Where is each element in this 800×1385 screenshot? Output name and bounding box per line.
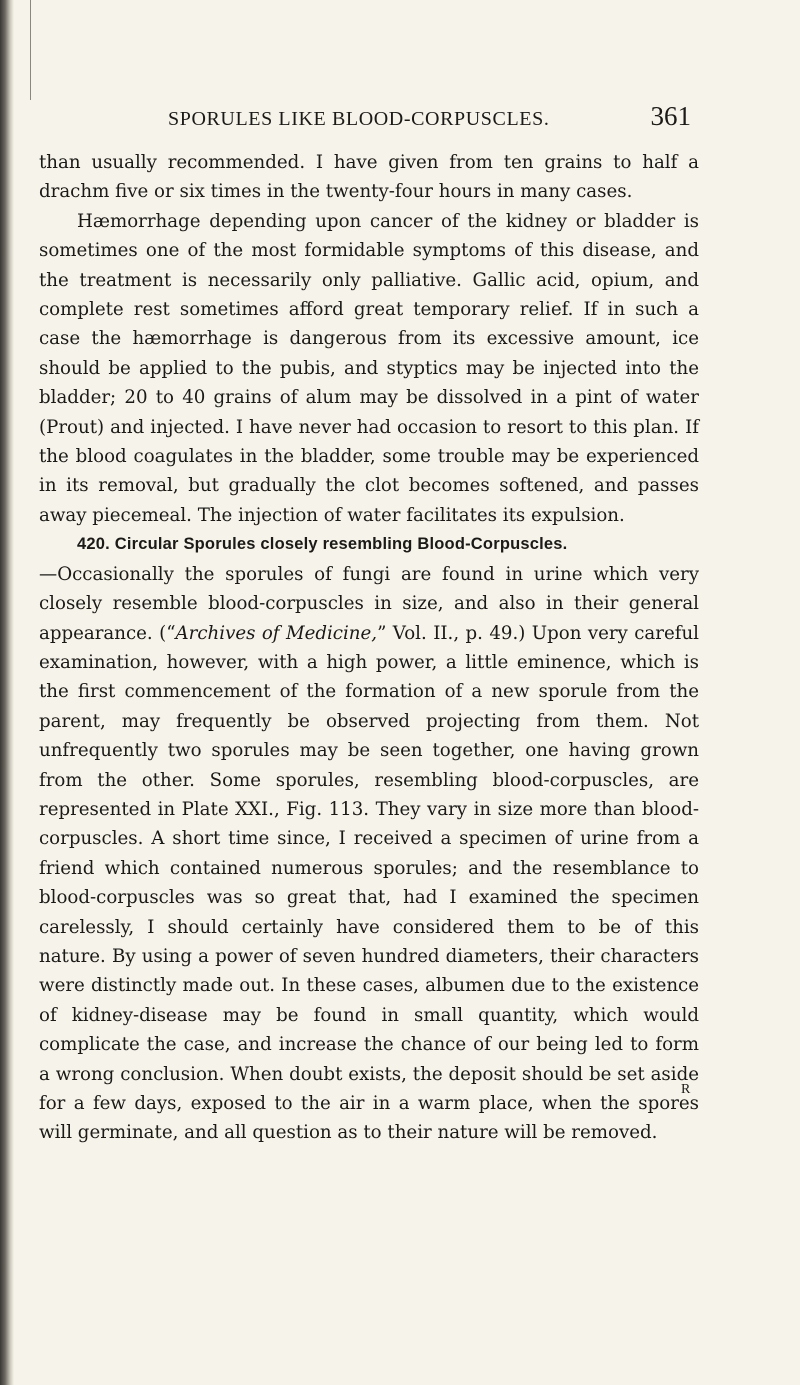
section-paragraph: [39, 560, 699, 1148]
running-head: [168, 101, 691, 132]
section-text-before-citation: —Occasionally the sporules of fungi are found in urine which very closely resemble blood-corpuscles in size, and also in their general appearance. (“: [39, 563, 699, 644]
paragraph-haemorrhage: Hæmorrhage depending upon cancer of the kidney or bladder is sometimes one of the most formidable symptoms of this disease, and the treatment is necessarily only palliative. Gallic acid, opium, and complete rest sometimes afford great temporary relief. If in such a case the hæmorrhage is dangerous from its excessive amount, ice should be applied to the pubis, and styptics may be injected into the bladder; 20 to 40 grains of alum may be dissolved in a pint of water (Prout) and injected. I have never had occasion to resort to this plan. If the blood coagulates in the bladder, some trouble may be experienced in its removal, but gradually the clot becomes softened, and passes away piecemeal. The injection of water facilitates its expulsion.: [39, 210, 699, 526]
running-title: SPORULES LIKE BLOOD-CORPUSCLES.: [168, 108, 550, 130]
page-binding-edge: [0, 0, 14, 1385]
citation-title: Archives of Medicine,: [175, 622, 378, 644]
page-number: 361: [650, 101, 691, 131]
section-heading: 420. Circular Sporules closely resembling Blood-Corpuscles.: [77, 535, 568, 554]
body-text: [39, 148, 699, 1148]
signature-mark: R: [681, 1082, 691, 1097]
page-binding-line: [30, 0, 31, 100]
section-text-after-citation: ” Vol. II., p. 49.) Upon very careful examination, however, with a high power, a little eminence, which is the first commencement of the formation of a new sporule from the parent, may frequently be observed projecting from them. Not unfrequently two sporules may be seen together, one having grown from the other. Some sporules, resembling blood-corpuscles, are represented in Plate XXI., Fig. 113. They vary in size more than blood-corpuscles. A short time since, I received a specimen of urine from a friend which contained numerous sporules; and the resemblance to blood-corpuscles was so great that, had I examined the specimen carelessly, I should certainly have considered them to be of this nature. By using a power of seven hundred diameters, their characters were distinctly made out. In these cases, albumen due to the existence of kidney-disease may be found in small quantity, which would complicate the case, and increase the chance of our being led to form a wrong conclusion. When doubt exists, the deposit should be set aside for a few days, exposed to the air in a warm place, when the spores will germinate, and all question as to their nature will be removed.: [39, 622, 699, 1144]
paragraph-continuation: than usually recommended. I have given from ten grains to half a drachm five or six times in the twenty-four hours in many cases.: [39, 152, 699, 203]
